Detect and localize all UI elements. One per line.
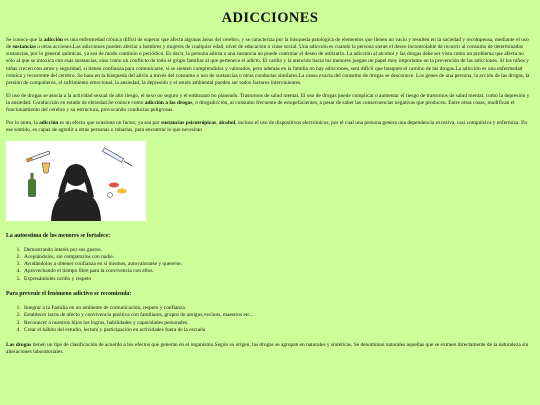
drug-classification-paragraph <box>6 342 534 356</box>
prevention-heading: Para prevenir el fenómeno adictivo se recomienda: <box>6 290 132 297</box>
p3-text-3: , <box>216 120 219 127</box>
syringe-icon <box>102 147 132 165</box>
page-title: ADICCIONES <box>221 10 319 26</box>
p3-text-2: es un efecto que ocasiona un factor, ya sea por <box>58 120 162 127</box>
list-item: 1. Integrar a la Familia en un ambiente de comunicación, respeto y confianza. <box>22 305 534 312</box>
self-esteem-heading: La autoestima de los menores se fortalece: <box>6 232 111 239</box>
list-item: 4. Aprovechando el tiempo libre para la convivencia con ellos. <box>22 268 534 275</box>
cigarette-icon <box>26 150 50 161</box>
addiction-illustration <box>6 141 146 221</box>
pills-icon <box>108 182 128 197</box>
p1-text-2: es una enfermedad crónica difícil de superar que afecta algunas áreas del cerebro, y se caracteriza por la búsqueda patológica de elementos que llenen un vacío y resulten en la saciedad y recompensa, mediante el uso de <box>6 37 529 51</box>
drugs-paragraph <box>6 93 534 114</box>
p1-text-1: Se conoce que la <box>6 37 44 43</box>
p2-bold-1: adicción a las drogas <box>144 100 193 106</box>
p4-bold-1: Las drogas <box>6 342 32 349</box>
p3-text-1: Por lo tanto, la <box>6 120 40 127</box>
list-item: 3. Ayudándolos a obtener confianza en sí mismos, autovalorarse y quererse. <box>22 261 534 268</box>
p3-bold-1: adicción <box>39 120 59 127</box>
addiction-paragraph <box>6 120 534 134</box>
p3-text-4: , incluso el uso de dispositivos electrónicos, por el cual una persona genera una dependencia excesiva, casi compulsiva y enfermiza. En ese sentido, es capaz de agredir a otras personas o robarlas, para encontrar lo que necesitan <box>6 120 528 134</box>
p2-text-1: El uso de drogas se asocia a la actividad sexual de alto riesgo, el sexo no seguro y el embarazo no planeado. Trastornos de salud mental. El uso de drogas puede complicar o aumentar el riesgo de trastornos de salud mental, como la depresión y la ansiedad. Conducción en estado de ebriedad.Se conoce como <box>6 92 530 106</box>
addiction-illustration-graphic <box>6 141 146 221</box>
p1-bold-1: adicción <box>43 37 63 43</box>
list-item: 1. Demostrando interés por sus gustos. <box>22 247 534 254</box>
p1-text-3: u otras acciones.Las adicciones pueden afectar a hombres y mujeres de cualquier edad, nivel de educación o clase social. Una adicción es cuando la persona siente el deseo incontrolable de recurrir al consumo de determinadas sustancias, por lo general químicas, ya sea de modo continúo o periódico. Es decir, la persona adicta a una sustancia no puede controlar el deseo de utilizarla. La adicción al alcohol y las drogas debe ser vista como un problema que afecta no sólo al que se intoxica con esas sustancias, sino como un conflicto de todo el grupo familiar al que pertenece el adicto. El cariño y la atención hacia los menores juegan un papel muy importante en la prevención de las adicciones. Si los niños y niñas crecen con amor y seguridad, si tienen confianza para comunicarse, si se sienten comprendidos y valorados, pero además en la familia no hay adicciones, será difícil que busquen el camino de las drogas.La adicción es una enfermedad crónica y recurrente del cerebro. Se basa en la búsqueda del alivio a través del consumo o uso de sustancias u otras conductas similares.La causa exacta del consumo de drogas se desconoce. Los genes de una persona, la acción de las drogas, la presión de compañeros, el sufrimiento emocional, la ansiedad, la depresión y el estrés ambiental pueden ser todos factores intervinientes. <box>6 44 530 86</box>
list-item: 5. Expresándoles cariño y respeto <box>22 276 534 283</box>
p2-text-2: , o drogadicción, al consumo frecuente de estupefacientes, a pesar de saber las consecuencias negativas que producen. Entre otras cosas, modifican el funcionamiento del cerebro y su estructura, provocando conductas peligrosas. <box>6 100 515 114</box>
glass-icon <box>42 163 50 173</box>
p4-text-1: tienen un tipo de clasificación de acuerdo a los efectos que generan en el organismo.Según su origen, las drogas se agrupan en naturales y sintéticas. Se denominan naturales aquellas que se extraen directamente de la naturaleza sin alteraciones laboratoriales. <box>6 342 529 356</box>
list-item: 3. Reconocer a nuestros hijos los logros, habilidades y capacidades personales. <box>22 320 534 327</box>
self-esteem-list <box>6 247 534 283</box>
prevention-list <box>6 305 534 334</box>
p3-bold-3: alcohol <box>218 120 236 127</box>
p1-bold-2: sustancias <box>12 44 36 51</box>
list-item: 2. Establecer lazos de afecto y convivencia positiva con familiares, grupos de amigos,vecinos, maestros etc.. <box>22 312 534 319</box>
p3-bold-2: sustancias psicotrópicas <box>161 120 216 127</box>
bottle-icon <box>28 173 36 197</box>
intro-paragraph <box>6 37 534 87</box>
list-item: 2. Aceptándolos, sin compararlos con nadie. <box>22 254 534 261</box>
list-item: 4. Crear el hábito del estudio, lectura y participación en actividades fuera de la escuela <box>22 327 534 334</box>
